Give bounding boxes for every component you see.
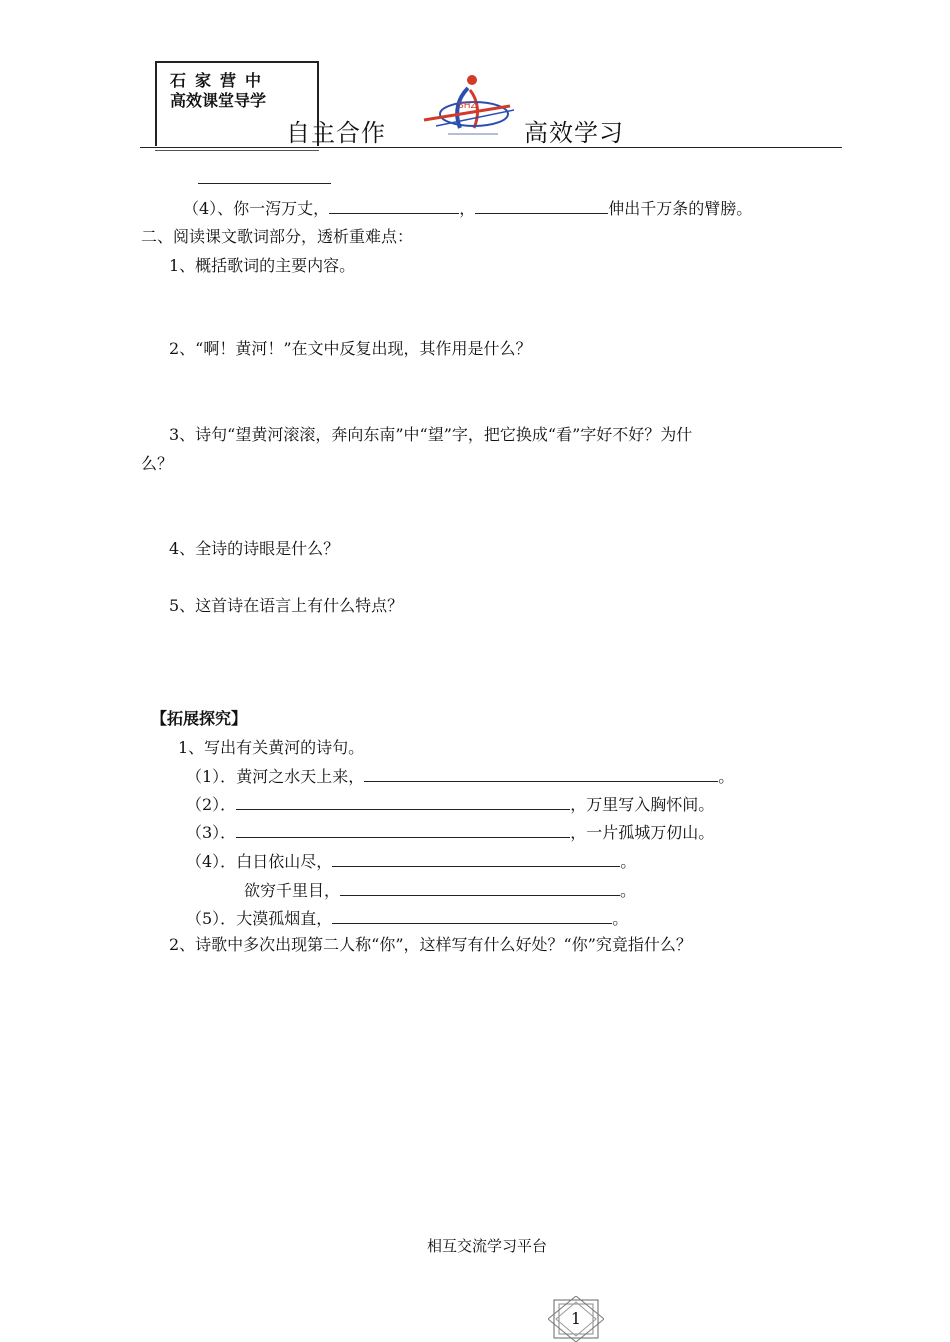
answer-blank[interactable]	[329, 198, 459, 214]
answer-blank[interactable]	[475, 198, 608, 214]
poem-line-label: （2）．	[186, 795, 237, 814]
header-divider	[140, 147, 842, 148]
section-heading: 二、阅读课文歌词部分，透析重难点：	[141, 227, 414, 246]
poem-line-text: 白日依山尽，	[236, 852, 333, 871]
fill-line-item4	[183, 198, 752, 219]
poem-line-text: 黄河之水天上来，	[236, 767, 365, 786]
poem-line-text: 欲穷千里目，	[244, 881, 341, 900]
question-5: 5、这首诗在语言上有什么特点？	[169, 596, 404, 615]
school-name: 石家营中	[170, 71, 271, 90]
extension-question-2: 2、诗歌中多次出现第二人称“你”，这样写有什么好处？“你”究竟指什么？	[169, 935, 692, 954]
svg-text:SHZ: SHZ	[458, 101, 477, 111]
poem-line-end: 。	[718, 767, 735, 786]
answer-blank[interactable]	[198, 168, 331, 184]
poem-line-label: （1）．	[186, 767, 237, 786]
poem-line-end: ，万里写入胸怀间。	[570, 795, 715, 814]
poem-line-6	[186, 908, 628, 929]
school-logo-icon	[418, 70, 522, 140]
poem-line-end: 。	[612, 909, 629, 928]
question-2: 2、“啊！黄河！”在文中反复出现，其作用是什么？	[169, 339, 532, 358]
answer-blank[interactable]	[236, 822, 570, 838]
poem-line-end: 。	[620, 881, 637, 900]
header-divider-short	[155, 150, 319, 151]
poem-line-label: （4）．	[186, 852, 237, 871]
footer-text: 相互交流学习平台	[427, 1237, 548, 1255]
answer-blank[interactable]	[332, 851, 620, 867]
question-1: 1、概括歌词的主要内容。	[169, 256, 356, 275]
question-3-continued: 么？	[141, 454, 174, 473]
item4-comma: ，	[459, 199, 476, 218]
item4-suffix: 伸出千万条的臂膀。	[608, 199, 753, 218]
answer-blank[interactable]	[332, 908, 612, 924]
question-4: 4、全诗的诗眼是什么？	[169, 539, 340, 558]
page-number: 1	[570, 1309, 582, 1328]
answer-blank[interactable]	[364, 766, 718, 782]
poem-line-3	[186, 822, 714, 843]
poem-line-label: （5）．	[186, 909, 237, 928]
question-3: 3、诗句“望黄河滚滚，奔向东南”中“望”字，把它换成“看”字好不好？为什	[169, 425, 693, 444]
poem-line-end: ，一片孤城万仞山。	[570, 823, 715, 842]
item4-prefix: （4）、你一泻万丈，	[183, 199, 330, 218]
answer-blank[interactable]	[340, 880, 620, 896]
poem-line-4	[186, 851, 636, 872]
school-subtitle: 高效课堂导学	[170, 91, 267, 110]
poem-line-5	[244, 880, 636, 901]
poem-line-2	[186, 794, 714, 815]
extension-heading: 【拓展探究】	[151, 709, 248, 728]
answer-blank[interactable]	[236, 794, 570, 810]
poem-line-1	[186, 766, 734, 787]
poem-line-label: （3）．	[186, 823, 237, 842]
poem-line-text: 大漠孤烟直，	[236, 909, 333, 928]
poem-line-end: 。	[620, 852, 637, 871]
slogan-right: 高效学习	[524, 119, 624, 147]
slogan-left: 自主合作	[286, 119, 386, 147]
extension-question-1: 1、写出有关黄河的诗句。	[178, 738, 365, 757]
